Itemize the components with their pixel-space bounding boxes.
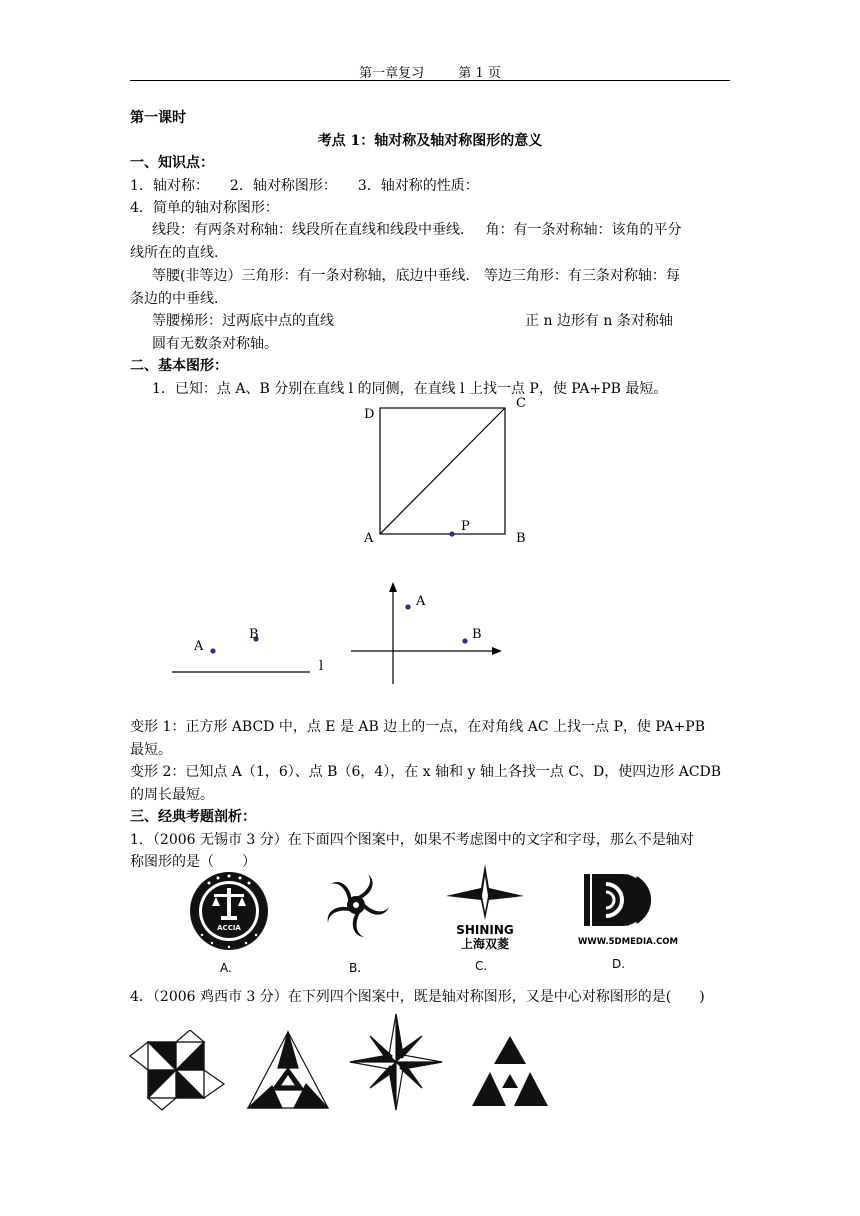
- logo-c-text-1: SHINING: [456, 923, 514, 937]
- logo-a-seal-icon: [188, 870, 270, 952]
- logo-d-5dmedia-icon: [572, 866, 684, 952]
- axis-point-b: [462, 638, 467, 643]
- axis-label-b: B: [472, 627, 482, 642]
- logo-c-shining-icon: [444, 862, 526, 952]
- option-label-a: A.: [220, 961, 232, 975]
- page-header: [0, 62, 860, 81]
- segment-line-2: 线所在的直线．: [130, 245, 228, 261]
- label-d: D: [364, 407, 375, 422]
- header-page: 第 1 页: [458, 66, 501, 81]
- label-c: C: [516, 396, 526, 411]
- circle-line: 圆有无数条对称轴。: [152, 336, 278, 352]
- logo-a-text: ACCIA: [217, 924, 241, 932]
- label-p: P: [461, 519, 470, 534]
- topic-title: 考点 1：轴对称及轴对称图形的意义: [317, 133, 543, 149]
- line-diagram: [165, 620, 340, 680]
- label-a: A: [364, 531, 374, 546]
- simple-figures-heading: 4．简单的轴对称图形：: [130, 200, 279, 216]
- x-axis-arrow-icon: [492, 647, 502, 655]
- variant-1-line-2: 最短。: [130, 742, 172, 758]
- pattern-2-triangle-icon: [244, 1028, 332, 1112]
- label-b: B: [516, 531, 526, 546]
- point-p: [449, 531, 454, 536]
- variant-2-line-2: 的周长最短。: [130, 787, 214, 803]
- polygon-line: 正 n 边形有 n 条对称轴: [525, 313, 673, 329]
- line-label-b: B: [249, 627, 259, 642]
- question-4-line: 4．（2006 鸡西市 3 分）在下列四个图案中，既是轴对称图形，又是中心对称图形的是( ): [130, 989, 705, 1005]
- section1-heading: 一、知识点：: [130, 155, 214, 171]
- logo-c-text-2: 上海双菱: [460, 937, 510, 951]
- axis-point-a: [405, 604, 410, 609]
- question-1-line-1: 1．（2006 无锡市 3 分）在下面四个图案中，如果不考虑图中的文字和字母，那么不是轴对: [130, 832, 694, 848]
- variant-1-line-1: 变形 1：正方形 ABCD 中，点 E 是 AB 边上的一点，在对角线 AC 上找一点 P，使 PA+PB: [130, 719, 705, 735]
- triangle-line-2: 条边的中垂线．: [130, 291, 228, 307]
- variant-2-line-1: 变形 2：已知点 A（1，6）、点 B（6，4），在 x 轴和 y 轴上各找一点 C、D，使四边形 ACDB: [130, 764, 722, 780]
- segment-line-1: 线段：有两条对称轴：线段所在直线和线段中垂线． 角：有一条对称轴：该角的平分: [152, 222, 682, 238]
- pattern-4-triforce-icon: [468, 1034, 552, 1110]
- triangle-line-1: 等腰(非等边）三角形：有一条对称轴，底边中垂线． 等边三角形：有三条对称轴：每: [152, 268, 680, 284]
- axis-label-a: A: [416, 594, 426, 609]
- knowledge-items: 1．轴对称： 2．轴对称图形： 3．轴对称的性质：: [130, 178, 479, 194]
- section3-heading: 三、经典考题剖析：: [130, 809, 256, 825]
- option-label-c: C.: [475, 959, 488, 973]
- option-label-d: D.: [612, 957, 626, 971]
- option-label-b: B.: [349, 961, 362, 975]
- logo-b-swirl-icon: [323, 872, 389, 938]
- lesson-title: 第一课时: [130, 110, 186, 126]
- diagonal-ac: [380, 408, 505, 534]
- square-diagram: [355, 392, 535, 552]
- pattern-3-compass-star-icon: [348, 1012, 444, 1112]
- point-a: [210, 648, 215, 653]
- problem-1: 1．已知：点 A、B 分别在直线 l 的同侧，在直线 l 上找一点 P，使 PA+PB 最短。: [152, 381, 668, 397]
- trapezoid-line: 等腰梯形：过两底中点的直线: [152, 313, 334, 329]
- pattern-1-pinwheel-icon: [128, 1030, 226, 1112]
- axes-diagram: [345, 578, 510, 688]
- question-1-line-2: 称图形的是（ ）: [130, 854, 256, 870]
- logo-d-text: WWW.5DMEDIA.COM: [577, 937, 679, 947]
- y-axis-arrow-icon: [389, 582, 397, 592]
- header-chapter: 第一章复习: [359, 66, 425, 81]
- line-label-a: A: [194, 639, 204, 654]
- section2-heading: 二、基本图形：: [130, 358, 228, 374]
- header-rule: [130, 80, 730, 81]
- line-label-l: l: [319, 659, 324, 674]
